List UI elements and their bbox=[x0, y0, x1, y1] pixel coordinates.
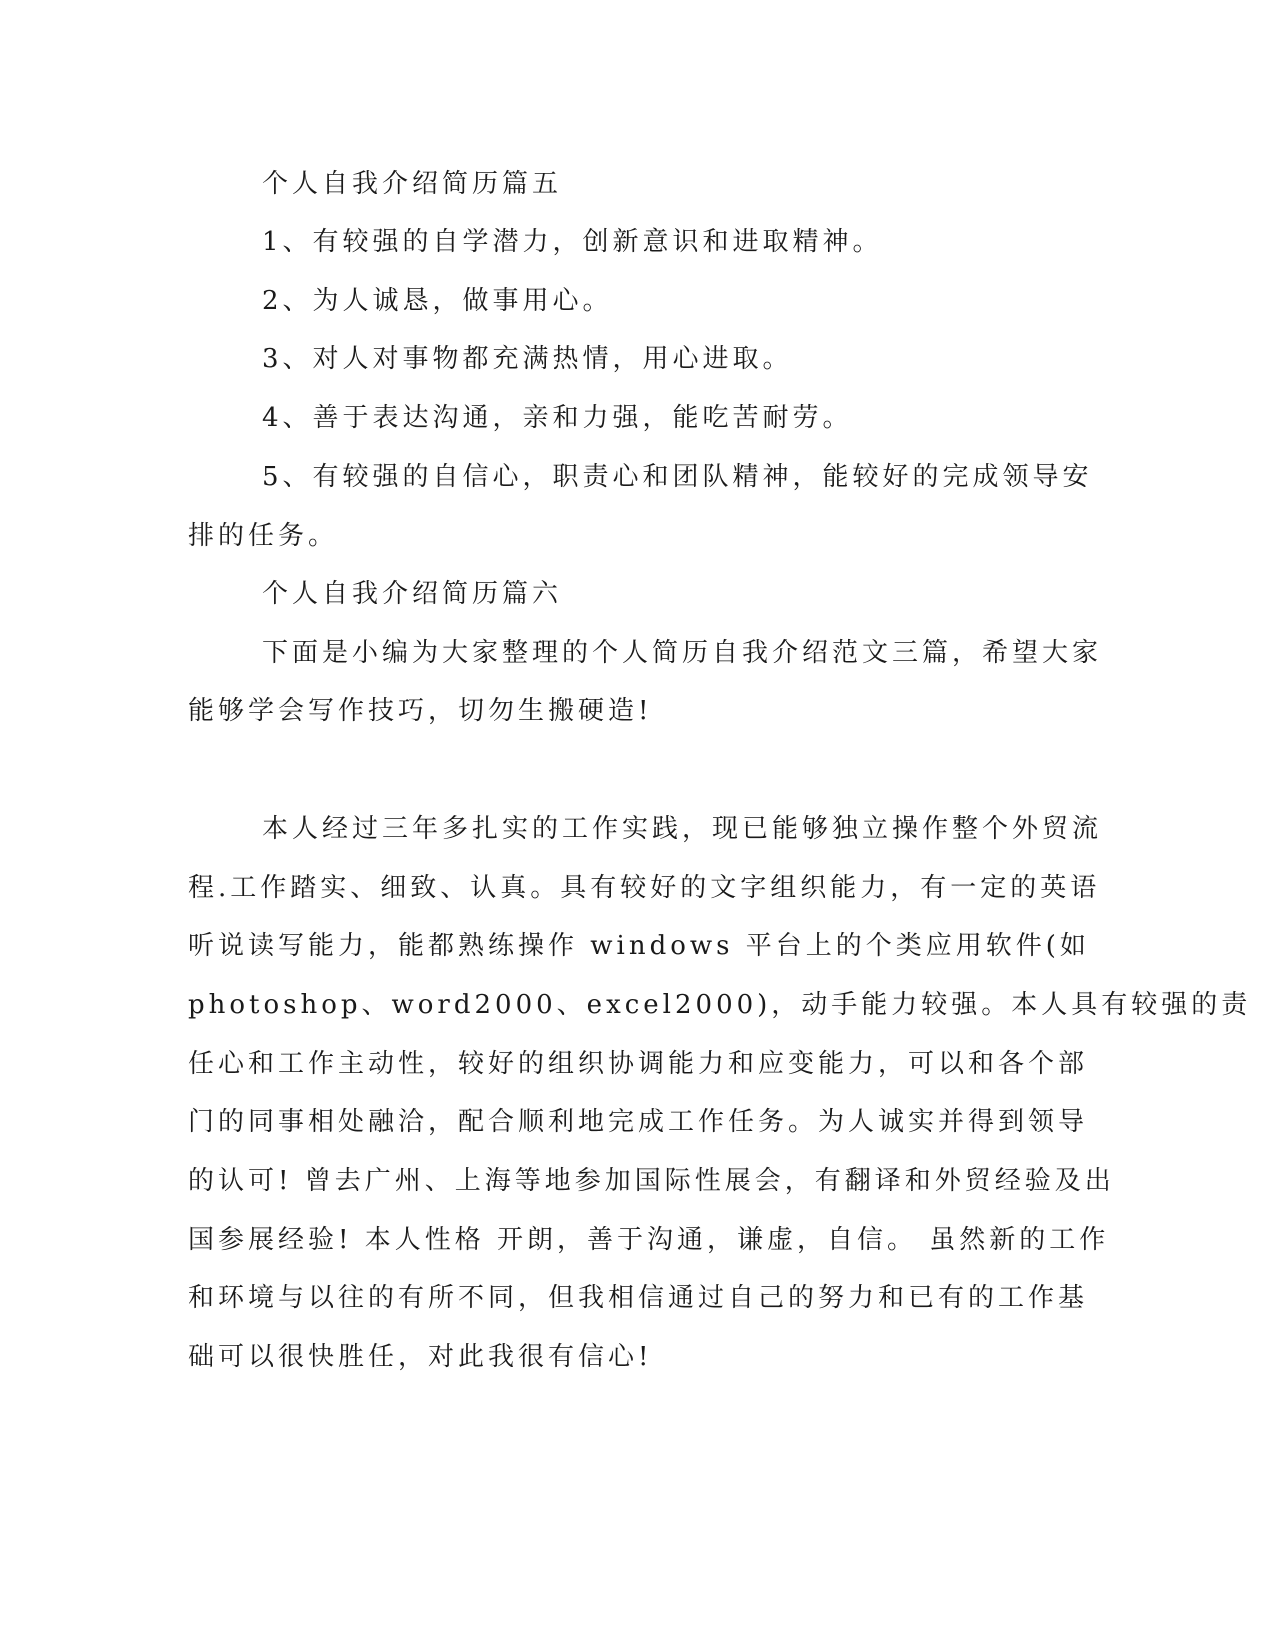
list-item-continuation: 排的任务。 bbox=[188, 521, 339, 551]
list-item: 2、为人诚恳，做事用心。 bbox=[262, 286, 613, 316]
list-item: 5、有较强的自信心，职责心和团队精神，能较好的完成领导安 bbox=[262, 462, 1093, 492]
body-line: 础可以很快胜任，对此我很有信心! bbox=[188, 1342, 653, 1372]
body-line: 门的同事相处融洽，配合顺利地完成工作任务。为人诚实并得到领导 bbox=[188, 1107, 1089, 1137]
body-line: 和环境与以往的有所不同，但我相信通过自己的努力和已有的工作基 bbox=[188, 1283, 1089, 1313]
body-line: 听说读写能力，能都熟练操作 windows 平台上的个类应用软件(如 bbox=[188, 931, 1090, 961]
section5-heading: 个人自我介绍简历篇五 bbox=[262, 169, 563, 199]
section6-intro-line: 能够学会写作技巧，切勿生搬硬造! bbox=[188, 696, 653, 726]
body-line: 程.工作踏实、细致、认真。具有较好的文字组织能力，有一定的英语 bbox=[188, 873, 1101, 903]
body-line: 国参展经验! 本人性格 开朗，善于沟通，谦虚，自信。 虽然新的工作 bbox=[188, 1225, 1110, 1255]
section6-heading: 个人自我介绍简历篇六 bbox=[262, 579, 563, 609]
body-line: 本人经过三年多扎实的工作实践，现已能够独立操作整个外贸流 bbox=[262, 814, 1103, 844]
list-item: 3、对人对事物都充满热情，用心进取。 bbox=[262, 344, 793, 374]
body-line: photoshop、word2000、excel2000)，动手能力较强。本人具有较强的责 bbox=[188, 990, 1252, 1020]
section6-intro-line: 下面是小编为大家整理的个人简历自我介绍范文三篇，希望大家 bbox=[262, 638, 1103, 668]
body-line: 任心和工作主动性，较好的组织协调能力和应变能力，可以和各个部 bbox=[188, 1049, 1089, 1079]
list-item: 4、善于表达沟通，亲和力强，能吃苦耐劳。 bbox=[262, 403, 853, 433]
list-item: 1、有较强的自学潜力，创新意识和进取精神。 bbox=[262, 227, 883, 257]
body-line: 的认可! 曾去广州、上海等地参加国际性展会，有翻译和外贸经验及出 bbox=[188, 1166, 1115, 1196]
